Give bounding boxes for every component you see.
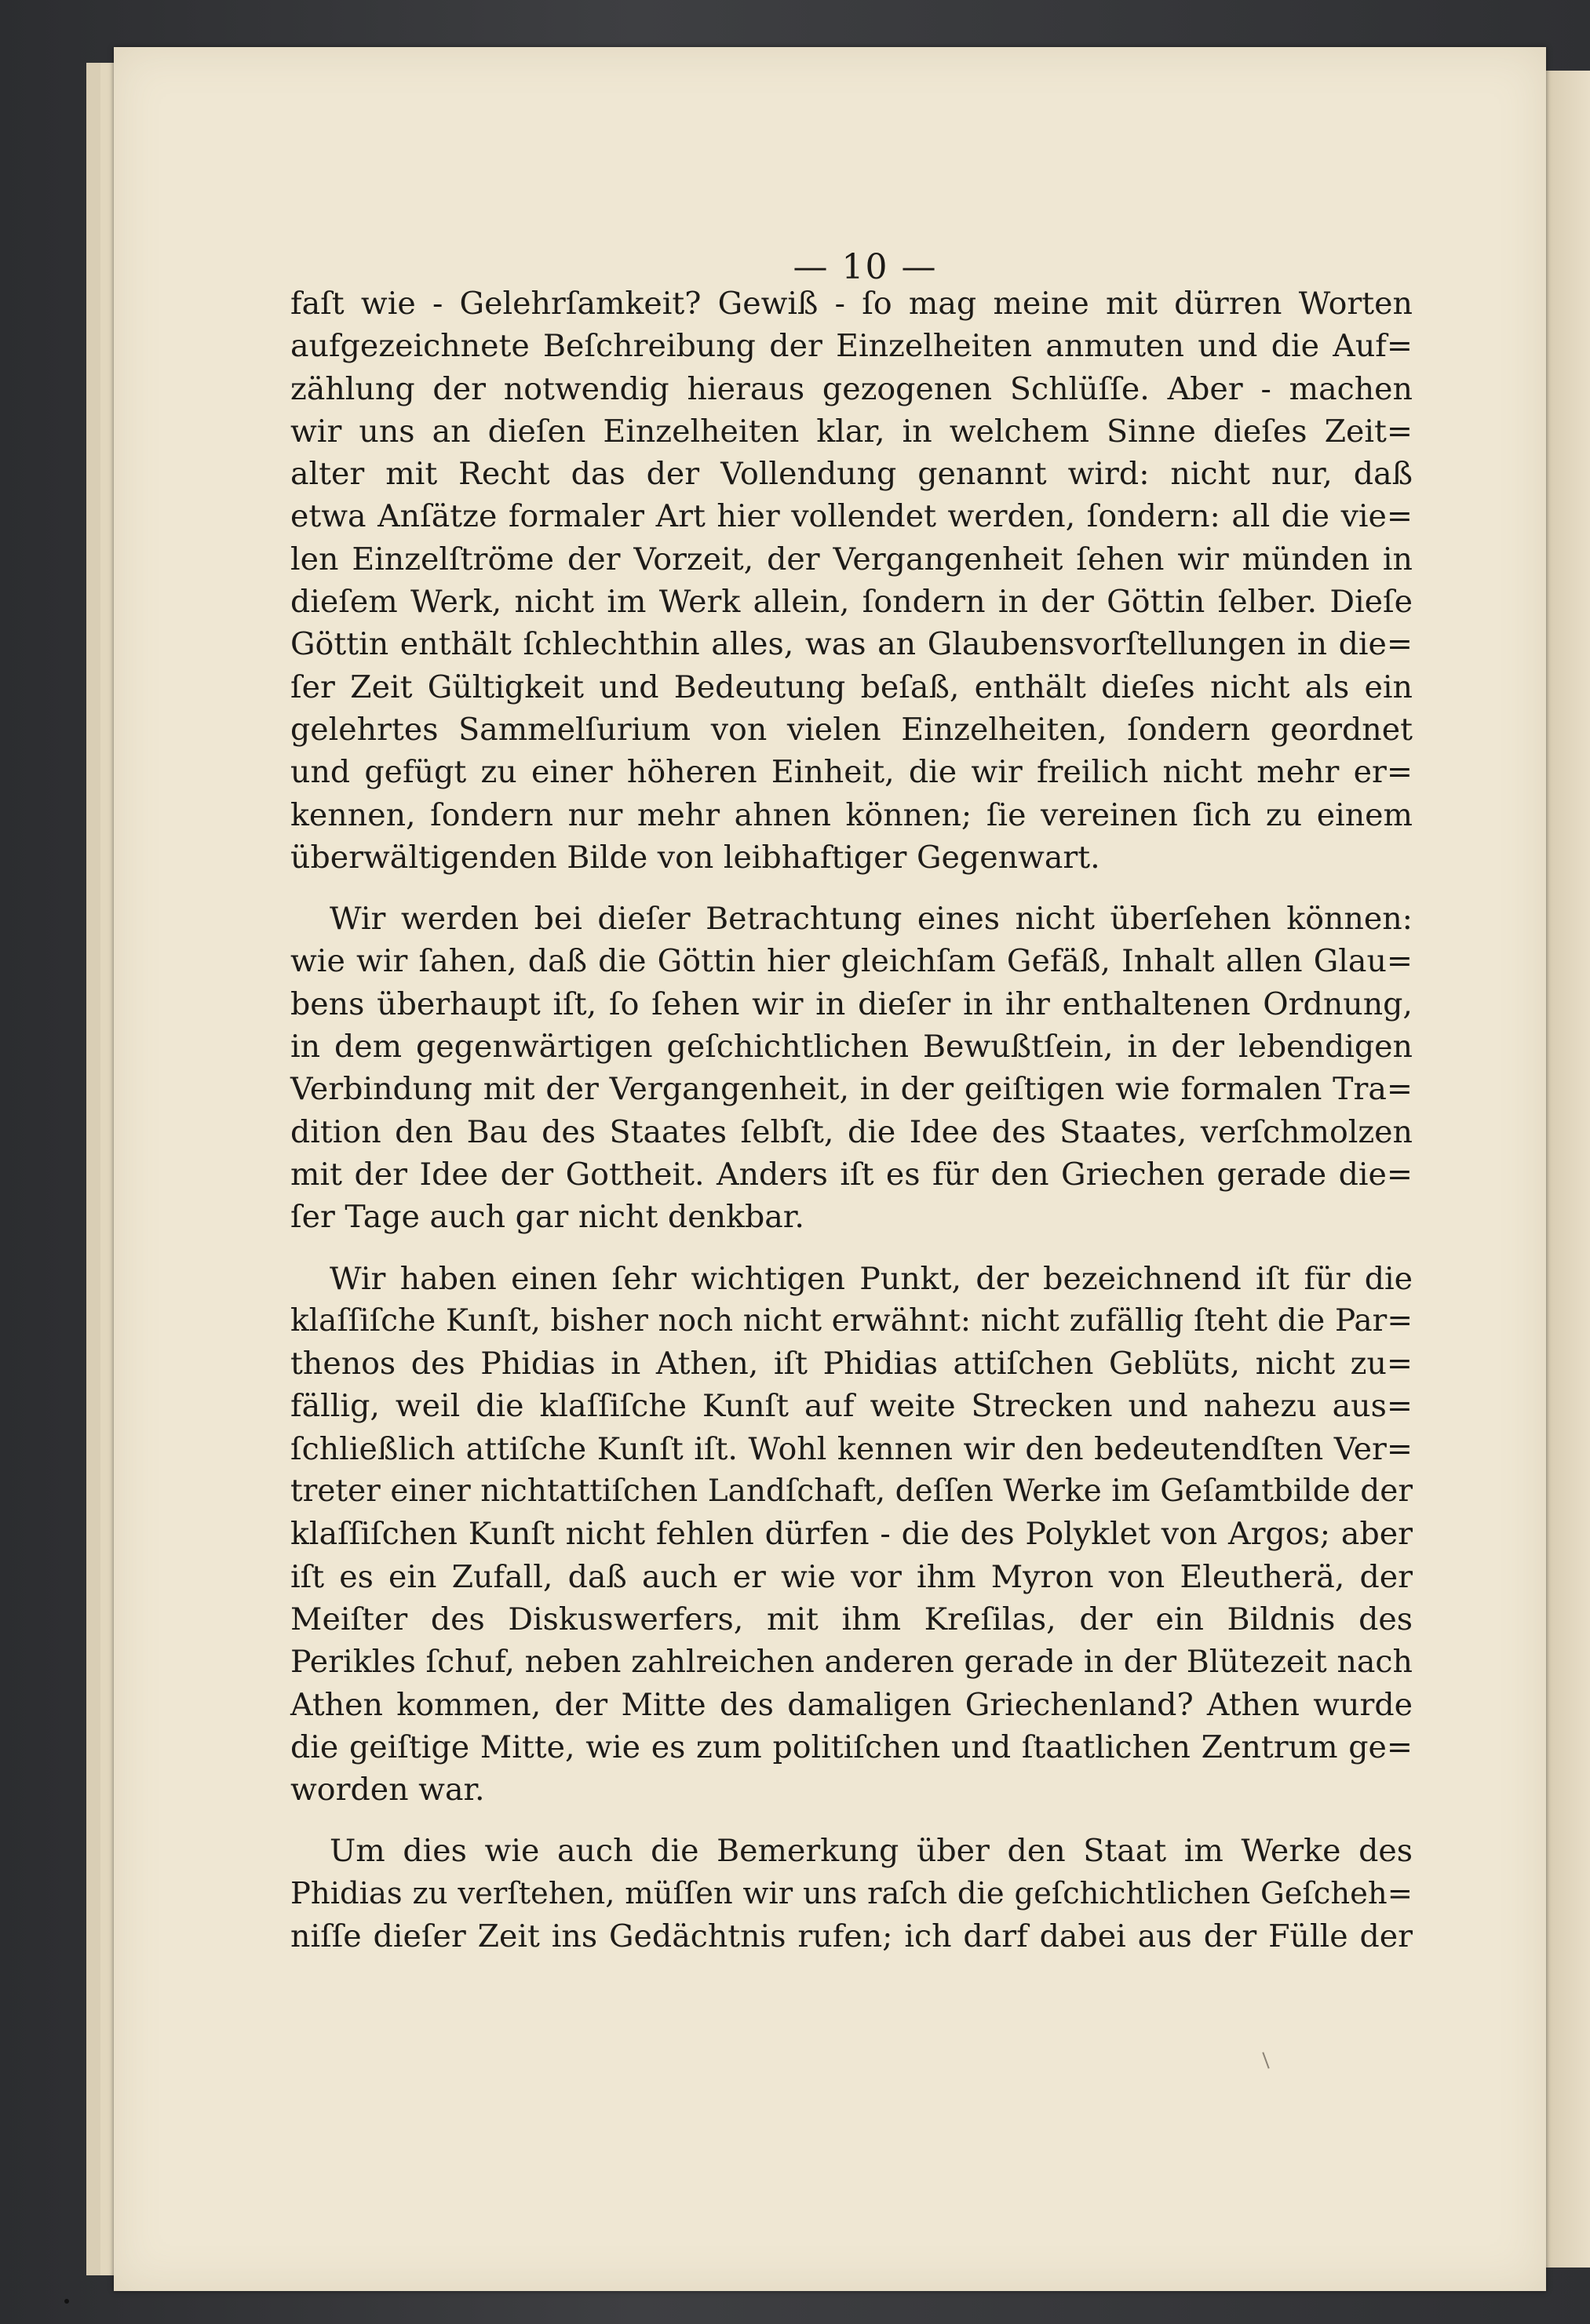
text-line: überwältigenden Bilde von leibhaftiger Gegenwart.	[290, 839, 1100, 876]
text-line: dieſem Werk, nicht im Werk allein, ſondern in der Göttin ſelber. Dieſe	[290, 584, 1413, 621]
paragraph	[290, 1258, 1413, 1812]
text-line: faſt wie - Gelehrſamkeit? Gewiß - ſo mag meine mit dürren Worten	[290, 286, 1413, 322]
paragraph-gap	[290, 1811, 1413, 1830]
text-line: klaſſiſchen Kunſt nicht fehlen dürfen - die des Polyklet von Argos; aber	[290, 1516, 1413, 1553]
text-line: mit der Idee der Gottheit. Anders iſt es für den Griechen gerade die=	[290, 1156, 1413, 1193]
paragraph	[290, 1830, 1413, 1958]
text-line: etwa Anſätze formaler Art hier vollendet werden, ſondern: all die vie=	[290, 498, 1413, 535]
paragraph	[290, 282, 1413, 879]
body-text	[290, 282, 1413, 1958]
text-line: thenos des Phidias in Athen, iſt Phidias attiſchen Geblüts, nicht zu=	[290, 1346, 1413, 1382]
text-line: bens überhaupt iſt, ſo ſehen wir in dieſer in ihr enthaltenen Ordnung,	[290, 985, 1413, 1022]
text-line: Perikles ſchuf, neben zahlreichen anderen gerade in der Blütezeit nach	[290, 1644, 1413, 1681]
text-line: wie wir ſahen, daß die Göttin hier gleichſam Gefäß, Inhalt allen Glau=	[290, 943, 1413, 980]
text-line: Göttin enthält ſchlechthin alles, was an Glaubensvorſtellungen in die=	[290, 626, 1413, 663]
text-line: und gefügt zu einer höheren Einheit, die wir freilich nicht mehr er=	[290, 754, 1413, 791]
text-line: ſer Zeit Gültigkeit und Bedeutung beſaß, enthält dieſes nicht als ein	[290, 668, 1413, 705]
text-line: gelehrtes Sammelſurium von vielen Einzelheiten, ſondern geordnet	[290, 711, 1413, 748]
text-line: len Einzelſtröme der Vorzeit, der Vergangenheit ſehen wir münden in	[290, 541, 1413, 577]
text-line: ſer Tage auch gar nicht denkbar.	[290, 1199, 804, 1236]
paragraph-gap	[290, 1239, 1413, 1258]
text-line: kennen, ſondern nur mehr ahnen können; ſie vereinen ſich zu einem	[290, 796, 1413, 833]
text-line: in dem gegenwärtigen geſchichtlichen Bewußtſein, in der lebendigen	[290, 1029, 1413, 1065]
text-line: Athen kommen, der Mitte des damaligen Griechenland? Athen wurde	[290, 1686, 1413, 1723]
text-line: Um dies wie auch die Bemerkung über den Staat im Werke des	[330, 1833, 1413, 1870]
text-line: dition den Bau des Staates ſelbſt, die Idee des Staates, verſchmolzen	[290, 1113, 1413, 1150]
paragraph-gap	[290, 879, 1413, 898]
text-line: Meiſter des Diskuswerfers, mit ihm Kreſilas, der ein Bildnis des	[290, 1601, 1413, 1637]
next-page-edge	[1546, 71, 1590, 2268]
page-number: — 10 —	[793, 247, 938, 287]
paragraph	[290, 898, 1413, 1238]
text-line: ſchließlich attiſche Kunſt iſt. Wohl kennen wir den bedeutendſten Ver=	[290, 1430, 1413, 1467]
margin-dot	[64, 2299, 69, 2304]
text-line: die geiſtige Mitte, wie es zum politiſchen und ſtaatlichen Zentrum ge=	[290, 1728, 1413, 1765]
text-line: iſt es ein Zufall, daß auch er wie vor ihm Myron von Eleutherä, der	[290, 1558, 1413, 1595]
text-line: aufgezeichnete Beſchreibung der Einzelheiten anmuten und die Auf=	[290, 328, 1413, 365]
text-line: Wir haben einen ſehr wichtigen Punkt, der bezeichnend iſt für die	[330, 1260, 1413, 1297]
text-line: Verbindung mit der Vergangenheit, in der geiſtigen wie formalen Tra=	[290, 1071, 1413, 1108]
text-line: Wir werden bei dieſer Betrachtung eines nicht überſehen können:	[330, 901, 1413, 938]
text-line: Phidias zu verſtehen, müſſen wir uns raſch die geſchichtlichen Geſcheh=	[290, 1875, 1413, 1911]
text-line: niſſe dieſer Zeit ins Gedächtnis rufen; ich darf dabei aus der Fülle der	[290, 1918, 1413, 1954]
text-line: zählung der notwendig hieraus gezogenen Schlüſſe. Aber - machen	[290, 370, 1413, 407]
text-line: wir uns an dieſen Einzelheiten klar, in welchem Sinne dieſes Zeit=	[290, 413, 1413, 450]
text-line: fällig, weil die klaſſiſche Kunſt auf weite Strecken und nahezu aus=	[290, 1388, 1413, 1425]
text-line: treter einer nichtattiſchen Landſchaft, deſſen Werke im Geſamtbilde der	[290, 1473, 1413, 1510]
text-line: klaſſiſche Kunſt, bisher noch nicht erwähnt: nicht zufällig ſteht die Par=	[290, 1302, 1413, 1339]
text-line: worden war.	[290, 1772, 485, 1809]
text-line: alter mit Recht das der Vollendung genannt wird: nicht nur, daß	[290, 456, 1413, 493]
